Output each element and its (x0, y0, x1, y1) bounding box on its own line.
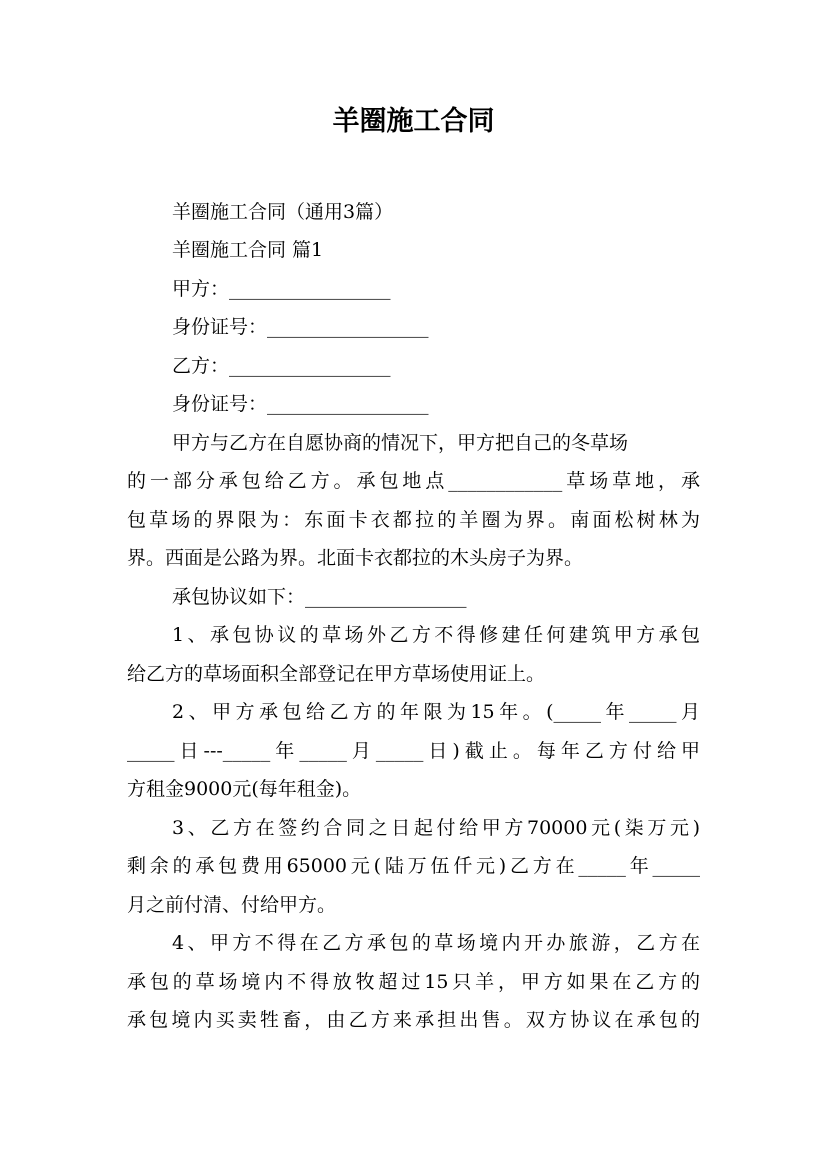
clause-2-line: 方租金9000元(每年租金)。 (127, 778, 362, 800)
clause-3-line: 剩余的承包费用65000元(陆万伍仟元)乙方在_____年_____ (127, 855, 700, 877)
paragraph-line: 的一部分承包给乙方。承包地点____________草场草地，承 (127, 470, 700, 492)
party-a-id-field: 身份证号：_________________ (172, 316, 429, 338)
section-heading: 羊圈施工合同 篇1 (172, 239, 324, 261)
paragraph-line: 界。西面是公路为界。北面卡衣都拉的木头房子为界。 (127, 547, 584, 569)
clause-1-line: 给乙方的草场面积全部登记在甲方草场使用证上。 (127, 663, 546, 685)
paragraph-line: 甲方与乙方在自愿协商的情况下，甲方把自己的冬草场 (172, 432, 629, 454)
party-a-field: 甲方：_________________ (172, 278, 391, 300)
document-title: 羊圈施工合同 (332, 106, 495, 137)
party-b-id-field: 身份证号：_________________ (172, 393, 429, 415)
clause-4-line: 承包境内买卖牲畜，由乙方来承担出售。双方协议在承包的 (127, 1009, 700, 1031)
clause-3-line: 3、乙方在签约合同之日起付给甲方70000元(柒万元) (172, 817, 700, 839)
clause-4-line: 4、甲方不得在乙方承包的草场境内开办旅游，乙方在 (172, 932, 700, 954)
agreement-heading: 承包协议如下：_________________ (172, 586, 467, 608)
party-b-field: 乙方：_________________ (172, 355, 391, 377)
clause-3-line: 月之前付清、付给甲方。 (127, 894, 337, 916)
clause-2-line: _____日---_____年_____月_____日)截止。每年乙方付给甲 (127, 740, 700, 762)
clause-4-line: 承包的草场境内不得放牧超过15只羊，甲方如果在乙方的 (127, 971, 700, 993)
paragraph-line: 包草场的界限为：东面卡衣都拉的羊圈为界。南面松树林为 (127, 509, 700, 531)
clause-2-line: 2、甲方承包给乙方的年限为15年。(_____年_____月 (172, 701, 700, 723)
subtitle-line: 羊圈施工合同（通用3篇） (172, 201, 394, 223)
clause-1-line: 1、承包协议的草场外乙方不得修建任何建筑甲方承包 (172, 624, 700, 646)
